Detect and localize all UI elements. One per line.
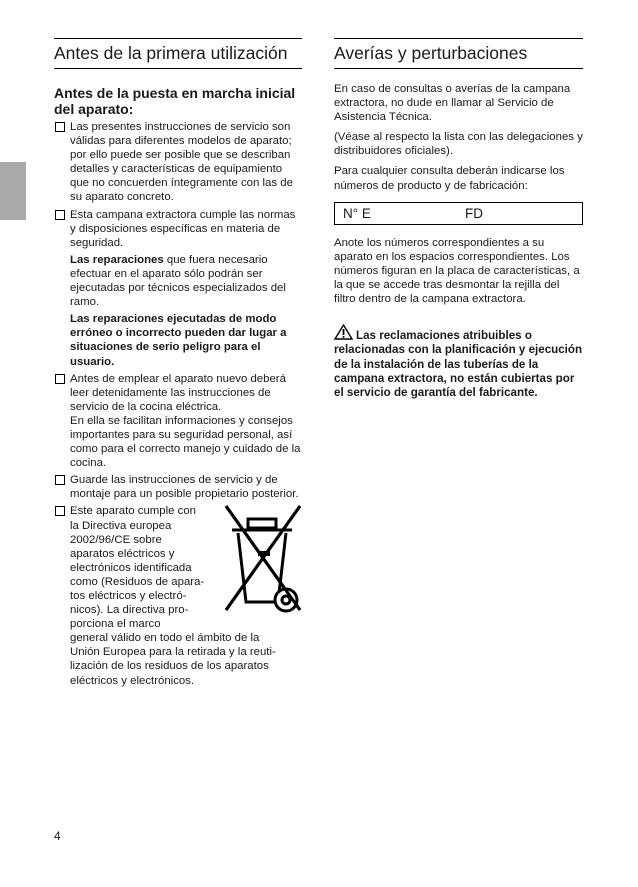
list-item [54,372,302,471]
faults-paragraph: (Véase al respecto la lista con las delegaciones y distribuidores oficiales). [334,131,583,158]
repairs-bold-label: Las reparaciones [70,253,164,266]
faults-paragraph: Anote los números correspondientes a su aparato en los espacios correspondientes. Los números figuran en la placa de características, a la que se accede tras desmontar la rejilla del filtro dentro de la campana extractora. [334,236,580,306]
subtitle-before-startup: Antes de la puesta en marcha inicial del aparato: [54,85,296,117]
item-text: Esta campana extractora cumple las normas y disposiciones específicas en materia de seguridad. [70,208,296,249]
list-item [54,208,302,369]
repairs-text: que fuera necesario efectuar en el aparato sólo podrán ser ejecutadas por técnicos especializados del ramo. [70,253,286,309]
warning-triangle-icon [334,324,353,340]
weee-text: Este aparato cumple con la Directiva europea 2002/96/CE sobre aparatos eléctricos y electrónicos identificada como (Residuos de apara- tos eléctricos y electró- nicos). La directiva pro- porciona el marco general válido en todo el ámbito de la Unión Europea para la retirada y la reuti- lización de los residuos de los aparatos eléctricos y electrónicos. [70,505,276,687]
right-column [334,38,583,400]
item-text: Guarde las instrucciones de servicio y de montaje para un posible propietario posterior. [70,474,299,501]
left-column [54,38,302,691]
repairs-paragraph [70,253,302,309]
section-title-first-use: Antes de la primera utilización [54,38,302,69]
list-item-weee [54,504,302,687]
checkbox-icon [55,506,65,516]
product-number-box [334,202,583,225]
item-text: En ella se facilitan informaciones y consejos importantes para su seguridad personal, así como para el correcto manejo y cuidado de la cocina. [70,414,301,470]
warranty-warning-text: Las reclamaciones atribuibles o relacionadas con la planificación y ejecución de la instalación de las tuberías de la campana extractora, no están cubiertas por el servicio de garantía del fabricante. [334,329,583,399]
faults-paragraph: En caso de consultas o averías de la campana extractora, no dude en llamar al Servicio de Asistencia Técnica. [334,83,571,124]
checkbox-icon [55,122,65,132]
checkbox-icon [55,210,65,220]
page-number: 4 [54,829,61,843]
item-text: Las presentes instrucciones de servicio son válidas para diferentes modelos de aparato; por ello puede ser posible que se describan detalles y características de equipamiento que no concuerden íntegramente con las de su aparato concreto. [70,121,293,204]
item-text: Antes de emplear el aparato nuevo deberá leer detenidamente las instrucciones de servicio de la cocina eléctrica. [70,372,286,413]
production-number-label: FD [465,205,483,221]
crossed-out-wheelie-bin-icon [218,500,306,618]
faults-paragraph: Para cualquier consulta deberán indicarse los números de producto y de fabricación: [334,165,565,192]
checkbox-icon [55,475,65,485]
section-tab-marker [0,162,26,220]
list-item [54,473,302,501]
section-title-faults: Averías y perturbaciones [334,38,583,69]
checkbox-icon [55,374,65,384]
repairs-warning: Las reparaciones ejecutadas de modo erróneo o incorrecto pueden dar lugar a situaciones de serio peligro para el usuario. [70,313,287,368]
warranty-warning [334,324,583,400]
product-number-label: N° E [343,205,371,221]
list-item [54,120,302,205]
